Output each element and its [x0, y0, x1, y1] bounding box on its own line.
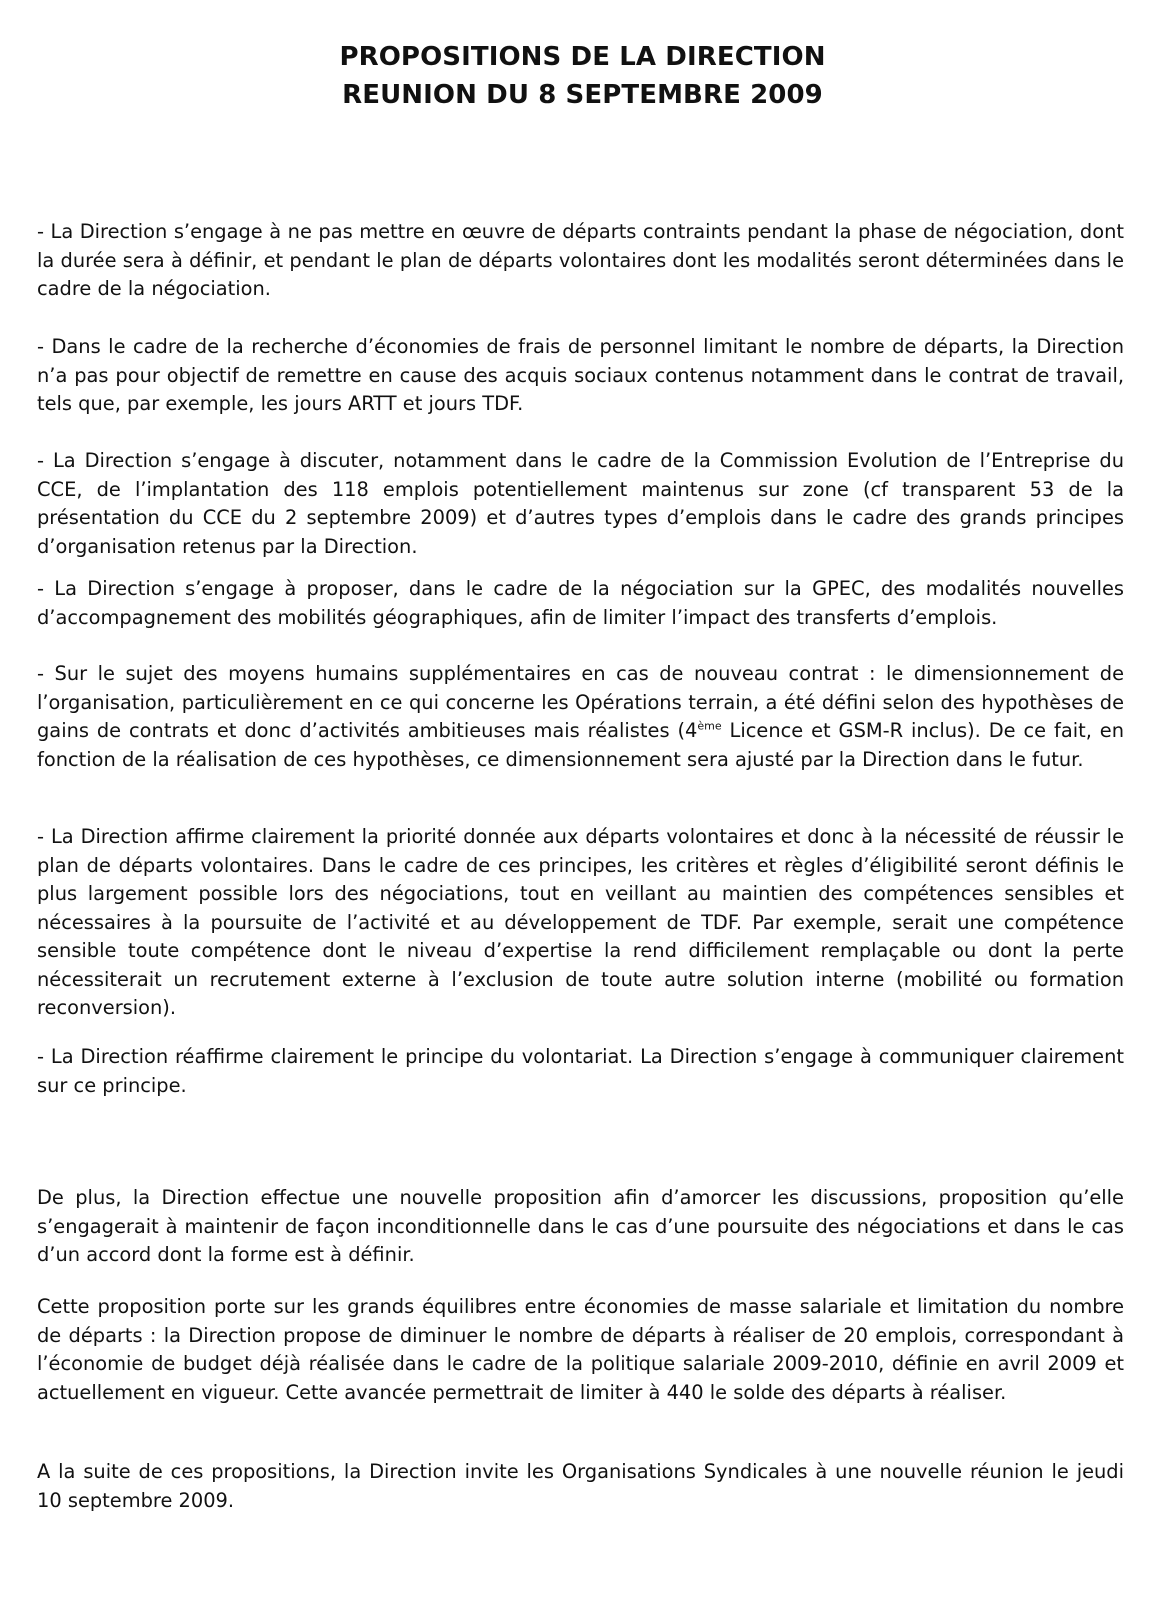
paragraph-9: Cette proposition porte sur les grands équilibres entre économies de masse salariale et limitation du nombre de départs : la Direction propose de diminuer le nombre de départs à réaliser de 20 emplois, correspondant à l’économie de budget déjà réalisée dans le cadre de la politique salariale 2009-2010, définie en avril 2009 et actuellement en vigueur. Cette avancée permettrait de limiter à 440 le solde des départs à réaliser. — [37, 1295, 1124, 1404]
paragraph-5 — [37, 660, 1124, 774]
paragraph-3: - La Direction s’engage à discuter, notamment dans le cadre de la Commission Evolution de l’Entreprise du CCE, de l’implantation des 118 emplois potentiellement maintenus sur zone (cf transparent 53 de la présentation du CCE du 2 septembre 2009) et d’autres types d’emplois dans le cadre des grands principes d’organisation retenus par la Direction. — [37, 449, 1124, 558]
paragraph-6: - La Direction affirme clairement la priorité donnée aux départs volontaires et donc à la nécessité de réussir le plan de départs volontaires. Dans le cadre de ces principes, les critères et règles d’éligibilité seront définis le plus largement possible lors des négociations, tout en veillant au maintien des compétences sensibles et nécessaires à la poursuite de l’activité et au développement de TDF. Par exemple, serait une compétence sensible toute compétence dont le niveau d’expertise la rend difficilement remplaçable ou dont la perte nécessiterait un recrutement externe à l’exclusion de toute autre solution interne (mobilité ou formation reconversion). — [37, 825, 1124, 1019]
document-title — [0, 38, 1165, 114]
paragraph-7: - La Direction réaffirme clairement le principe du volontariat. La Direction s’engage à communiquer clairement sur ce principe. — [37, 1045, 1124, 1097]
paragraph-10: A la suite de ces propositions, la Direction invite les Organisations Syndicales à une nouvelle réunion le jeudi 10 septembre 2009. — [37, 1460, 1124, 1512]
paragraph-1: - La Direction s’engage à ne pas mettre en œuvre de départs contraints pendant la phase de négociation, dont la durée sera à définir, et pendant le plan de départs volontaires dont les modalités seront déterminées dans le cadre de la négociation. — [37, 220, 1124, 300]
paragraph-5-text-b: Licence et GSM-R inclus). De ce fait, en fonction de la réalisation de ces hypothèses, ce dimensionnement sera ajusté par la Direction dans le futur. — [37, 719, 1124, 771]
paragraph-8: De plus, la Direction effectue une nouvelle proposition afin d’amorcer les discussions, proposition qu’elle s’engagerait à maintenir de façon inconditionnelle dans le cas d’une poursuite des négociations et dans le cas d’un accord dont la forme est à définir. — [37, 1186, 1124, 1266]
paragraph-5-text-a: - Sur le sujet des moyens humains supplémentaires en cas de nouveau contrat : le dimensionnement de l’organisation, particulièrement en ce qui concerne les Opérations terrain, a été défini selon des hypothèses de gains de contrats et donc d’activités ambitieuses mais réalistes (4 — [37, 662, 1124, 742]
paragraph-4: - La Direction s’engage à proposer, dans le cadre de la négociation sur la GPEC, des modalités nouvelles d’accompagnement des mobilités géographiques, afin de limiter l’impact des transferts d’emplois. — [37, 577, 1124, 629]
title-line-1: PROPOSITIONS DE LA DIRECTION — [339, 42, 826, 72]
title-line-2: REUNION DU 8 SEPTEMBRE 2009 — [342, 80, 823, 110]
superscript-eme: ème — [697, 719, 722, 733]
paragraph-2: - Dans le cadre de la recherche d’économies de frais de personnel limitant le nombre de départs, la Direction n’a pas pour objectif de remettre en cause des acquis sociaux contenus notamment dans le contrat de travail, tels que, par exemple, les jours ARTT et jours TDF. — [37, 335, 1124, 415]
